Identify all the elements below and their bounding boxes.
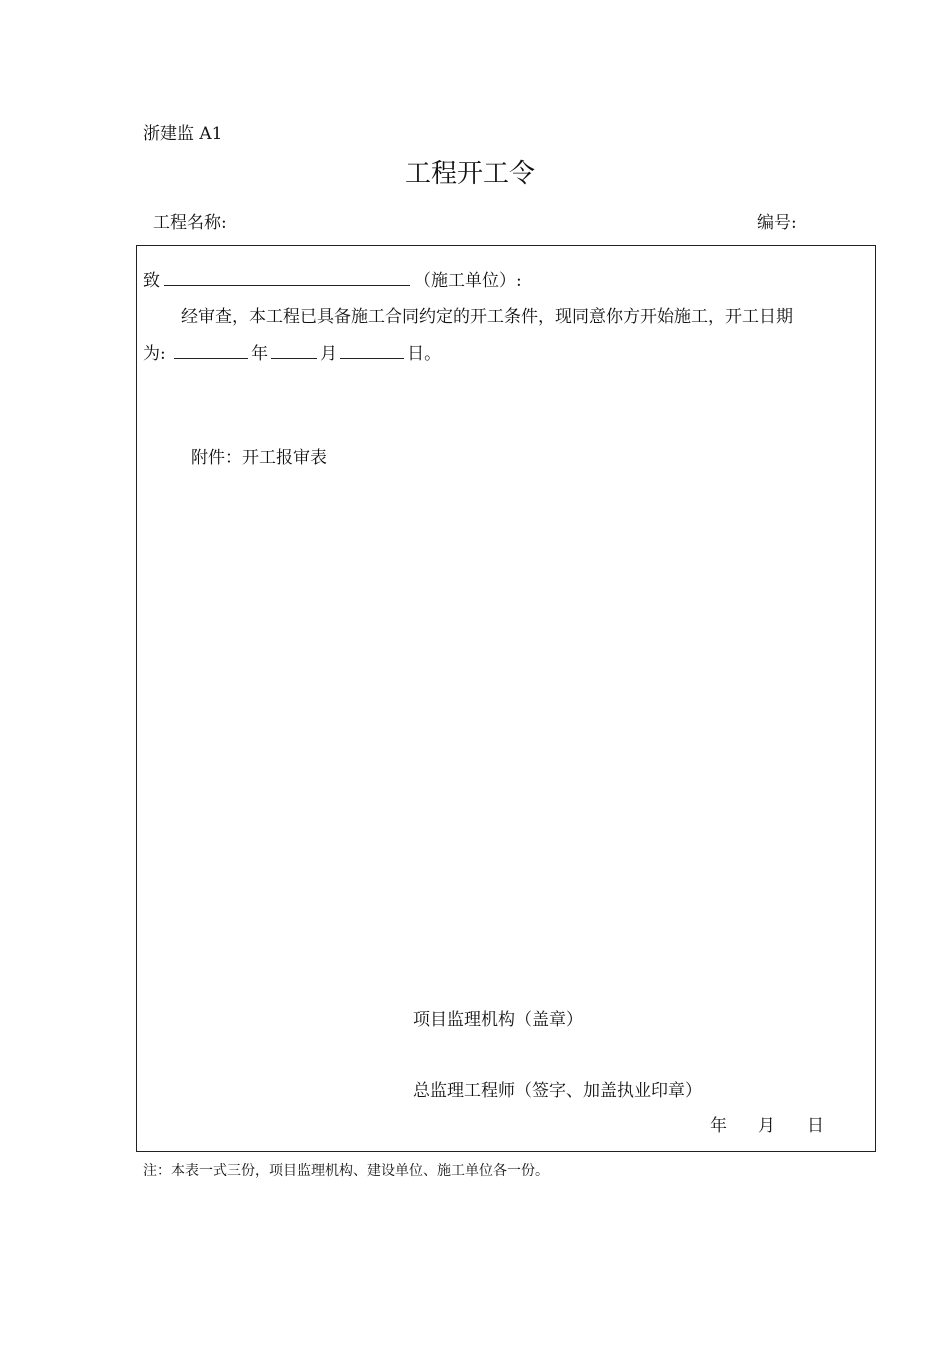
chief-engineer-label: 总监理工程师（签字、加盖执业印章） xyxy=(413,1081,702,1101)
footer-note: 注：本表一式三份，项目监理机构、建设单位、施工单位各一份。 xyxy=(143,1163,549,1179)
year-unit: 年 xyxy=(251,344,269,364)
page-title: 工程开工令 xyxy=(404,159,535,189)
approval-paragraph: 经审查，本工程已具备施工合同约定的开工条件，现同意你方开始施工，开工日期 xyxy=(181,307,793,327)
month-unit: 月 xyxy=(320,344,338,364)
start-day-blank[interactable] xyxy=(340,340,404,359)
start-date-prefix: 为: xyxy=(143,344,166,364)
number-label: 编号: xyxy=(757,213,797,233)
sign-date-day: 日 xyxy=(807,1116,824,1136)
start-month-blank[interactable] xyxy=(271,340,317,359)
sign-date-year: 年 xyxy=(710,1116,727,1136)
start-year-blank[interactable] xyxy=(174,340,248,359)
sign-date-month: 月 xyxy=(758,1116,775,1136)
attachment-label: 附件：开工报审表 xyxy=(191,448,327,468)
addressee-prefix: 致 xyxy=(143,271,160,291)
addressee-suffix: （施工单位）: xyxy=(414,271,522,291)
project-name-label: 工程名称: xyxy=(153,213,227,233)
start-date-line xyxy=(143,339,441,364)
addressee-line xyxy=(143,266,522,291)
org-seal-label: 项目监理机构（盖章） xyxy=(413,1010,583,1030)
day-unit: 日。 xyxy=(407,344,442,364)
addressee-blank[interactable] xyxy=(164,267,410,286)
form-code: 浙建监 A1 xyxy=(143,124,223,144)
